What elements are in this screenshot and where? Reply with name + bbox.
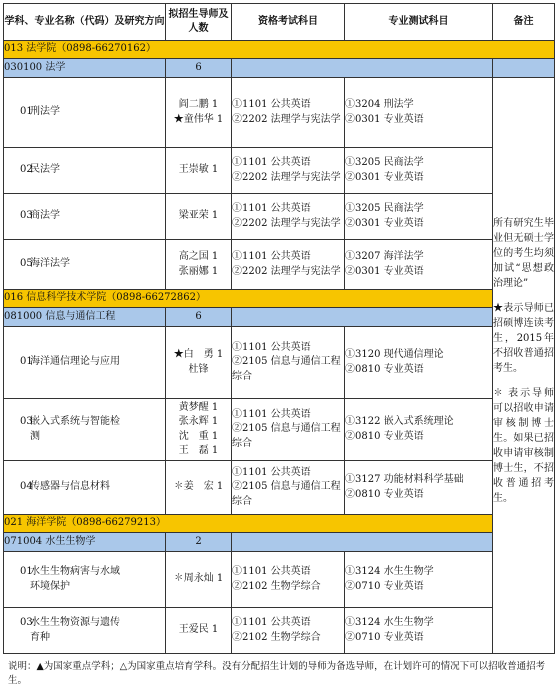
supervisor: 王崇敏 1: [178, 164, 219, 176]
direction-name: 嵌入式系统与智能检测: [30, 416, 120, 442]
major-empty-cell: [232, 308, 493, 327]
direction-row: [4, 148, 555, 194]
test-subject-cell: [345, 461, 493, 515]
major-empty-cell: [232, 59, 493, 78]
test-subject: ②0810 专业英语: [345, 488, 424, 500]
direction-row: [4, 461, 555, 515]
direction-cell: [4, 552, 166, 608]
test-subject: ①3120 现代通信理论: [345, 349, 444, 360]
supervisor: 杜锋: [188, 363, 209, 375]
direction-number: 03: [20, 210, 33, 222]
qualification-subject-cell: [232, 461, 345, 515]
test-subject: ②0301 专业英语: [345, 113, 424, 125]
test-subject: ②0810 专业英语: [345, 430, 424, 442]
remarks-cell: [493, 78, 555, 654]
test-subject: ①3124 水生生物学: [345, 617, 434, 628]
supervisor: 张永辉 1: [178, 416, 219, 427]
test-subject: ①3124 水生生物学: [345, 566, 434, 577]
remark-paragraph: ✽ 表示导师可以招收申请审核制博士生。如果已招收申请审核制博士生，不招收普通招考生。: [493, 387, 554, 504]
qualification-subject: ②2105 信息与通信工程: [232, 423, 341, 435]
qualification-subject-cell: [232, 194, 345, 240]
direction-cell: [4, 461, 166, 515]
qualification-subject-cell: [232, 78, 345, 148]
test-subject: ①3122 嵌入式系统理论: [345, 416, 454, 427]
direction-number: 01: [20, 566, 33, 577]
direction-name: 水生生物资源与遗传育种: [30, 617, 120, 643]
school-row: [4, 515, 555, 533]
test-subject-cell: [345, 78, 493, 148]
header-professional-test: 专业测试科目: [345, 4, 493, 41]
qualification-subject: ②2102 生物学综合: [232, 631, 321, 643]
test-subject: ②0301 专业英语: [345, 265, 424, 277]
qualification-subject: ①1101 公共英语: [232, 466, 311, 478]
supervisor-cell: [166, 148, 232, 194]
supervisor: 王爱民 1: [178, 624, 219, 636]
school-name: 021 海洋学院（0898-66279213）: [4, 515, 493, 533]
test-subject: ②0301 专业英语: [345, 217, 424, 229]
test-subject-cell: [345, 327, 493, 399]
qualification-subject: ②2202 法理学与宪法学: [232, 265, 341, 277]
supervisor-cell: [166, 608, 232, 654]
test-subject: ②0710 专业英语: [345, 580, 424, 592]
header-remarks: 备注: [493, 4, 555, 41]
test-subject: ①3127 功能材料科学基础: [345, 474, 464, 485]
direction-cell: [4, 327, 166, 399]
direction-name: 民法学: [30, 164, 60, 176]
direction-row: [4, 78, 555, 148]
test-subject-cell: [345, 194, 493, 240]
test-subject-cell: [345, 148, 493, 194]
supervisor-cell: [166, 194, 232, 240]
supervisor-cell: [166, 461, 232, 515]
qualification-subject: ①1101 公共英语: [232, 617, 311, 628]
direction-cell: [4, 148, 166, 194]
direction-row: [4, 240, 555, 290]
school-row: [4, 41, 555, 59]
direction-row: [4, 552, 555, 608]
supervisor: 张丽娜 1: [178, 265, 219, 277]
table-body: [4, 41, 555, 654]
school-name: 016 信息科学技术学院（0898-66272862）: [4, 290, 493, 308]
direction-name: 水生生物病害与水域环境保护: [30, 566, 120, 592]
qualification-subject: ①1101 公共英语: [232, 251, 311, 262]
direction-cell: [4, 78, 166, 148]
major-count: 6: [166, 59, 232, 78]
header-row: [4, 4, 555, 41]
qualification-subject: ②2202 法理学与宪法学: [232, 217, 341, 229]
major-row: [4, 59, 555, 78]
qualification-subject: ②2102 生物学综合: [232, 580, 321, 592]
qualification-subject-cell: [232, 148, 345, 194]
supervisor: 黄梦醒 1: [178, 401, 219, 413]
direction-number: 01: [20, 356, 33, 368]
direction-name: 刑法学: [30, 106, 60, 118]
direction-cell: [4, 399, 166, 461]
header-qualification-exam: 资格考试科目: [232, 4, 345, 41]
qualification-subject: 综合: [232, 495, 252, 507]
qualification-subject: 综合: [232, 370, 252, 382]
supervisor: 阎二鹏 1: [178, 99, 219, 110]
qualification-subject: ①1101 公共英语: [232, 203, 311, 214]
supervisor: ✽周永灿 1: [173, 573, 224, 585]
direction-row: [4, 399, 555, 461]
remark-paragraph: 所有研究生毕业但无硕士学位的考生均须加试“思想政治理论”: [493, 217, 554, 289]
supervisor: ✽姜 宏 1: [173, 481, 224, 493]
direction-row: [4, 194, 555, 240]
direction-cell: [4, 240, 166, 290]
major-row: [4, 308, 555, 327]
direction-number: 05: [20, 258, 33, 270]
supervisor-cell: [166, 240, 232, 290]
test-subject-cell: [345, 240, 493, 290]
qualification-subject-cell: [232, 608, 345, 654]
header-major-direction: 学科、专业名称（代码）及研究方向: [4, 4, 166, 41]
qualification-subject: ②2105 信息与通信工程: [232, 356, 341, 368]
test-subject: ②0301 专业英语: [345, 171, 424, 183]
major-count: 6: [166, 308, 232, 327]
direction-name: 海洋法学: [30, 258, 70, 270]
qualification-subject-cell: [232, 552, 345, 608]
major-name: 030100 法学: [4, 59, 166, 78]
test-subject-cell: [345, 552, 493, 608]
major-name: 071004 水生生物学: [4, 533, 166, 552]
direction-cell: [4, 194, 166, 240]
qualification-subject-cell: [232, 399, 345, 461]
test-subject: ②0810 专业英语: [345, 363, 424, 375]
test-subject-cell: [345, 608, 493, 654]
supervisor-cell: [166, 399, 232, 461]
test-subject: ①3207 海洋法学: [345, 251, 424, 262]
direction-name: 商法学: [30, 210, 60, 222]
supervisor: 王 磊 1: [178, 445, 219, 456]
qualification-subject: ②2105 信息与通信工程: [232, 481, 341, 493]
major-row: [4, 533, 555, 552]
direction-cell: [4, 608, 166, 654]
qualification-subject: ②2202 法理学与宪法学: [232, 171, 341, 183]
qualification-subject: 综合: [232, 437, 252, 449]
qualification-subject: ②2202 法理学与宪法学: [232, 113, 341, 125]
direction-name: 海洋通信理论与应用: [30, 356, 120, 368]
test-subject-cell: [345, 399, 493, 461]
major-count: 2: [166, 533, 232, 552]
supervisor: 梁亚荣 1: [178, 210, 219, 222]
school-row: [4, 290, 555, 308]
major-empty-cell: [232, 533, 493, 552]
supervisor: 沈 重 1: [178, 430, 219, 442]
supervisor: 高之国 1: [178, 251, 219, 262]
direction-name: 传感器与信息材料: [30, 481, 110, 493]
remark-paragraph: ★表示导师已招硕博连读考生，2015年不招收普通招考生。: [493, 302, 554, 374]
direction-number: 01: [20, 106, 33, 118]
supervisor: ★童伟华 1: [173, 113, 224, 125]
qualification-subject: ①1101 公共英语: [232, 341, 311, 353]
direction-number: 04: [20, 481, 33, 493]
test-subject: ②0710 专业英语: [345, 631, 424, 643]
qualification-subject: ①1101 公共英语: [232, 99, 311, 110]
test-subject: ①3205 民商法学: [345, 203, 424, 214]
qualification-subject: ①1101 公共英语: [232, 408, 311, 420]
enrollment-table: [3, 3, 555, 654]
remarks-empty-cell: [493, 59, 555, 78]
qualification-subject: ①1101 公共英语: [232, 157, 311, 168]
direction-number: 02: [20, 164, 33, 176]
test-subject: ①3204 刑法学: [345, 99, 414, 110]
supervisor-cell: [166, 327, 232, 399]
direction-row: [4, 327, 555, 399]
direction-row: [4, 608, 555, 654]
qualification-subject-cell: [232, 240, 345, 290]
direction-number: 03: [20, 416, 33, 427]
direction-number: 03: [20, 617, 33, 628]
supervisor-cell: [166, 78, 232, 148]
major-name: 081000 信息与通信工程: [4, 308, 166, 327]
qualification-subject-cell: [232, 327, 345, 399]
legend-note: 说明：▲为国家重点学科；△为国家重点培育学科。没有分配招生计划的导师为备选导师，在计划许可的情况下可以招收普通招考生。: [8, 661, 546, 687]
qualification-subject: ①1101 公共英语: [232, 566, 311, 577]
supervisor-cell: [166, 552, 232, 608]
test-subject: ①3205 民商法学: [345, 157, 424, 168]
supervisor: ★白 勇 1: [173, 349, 224, 360]
school-name: 013 法学院（0898-66270162）: [4, 41, 555, 59]
header-supervisors: 拟招生导师及人数: [166, 4, 232, 41]
